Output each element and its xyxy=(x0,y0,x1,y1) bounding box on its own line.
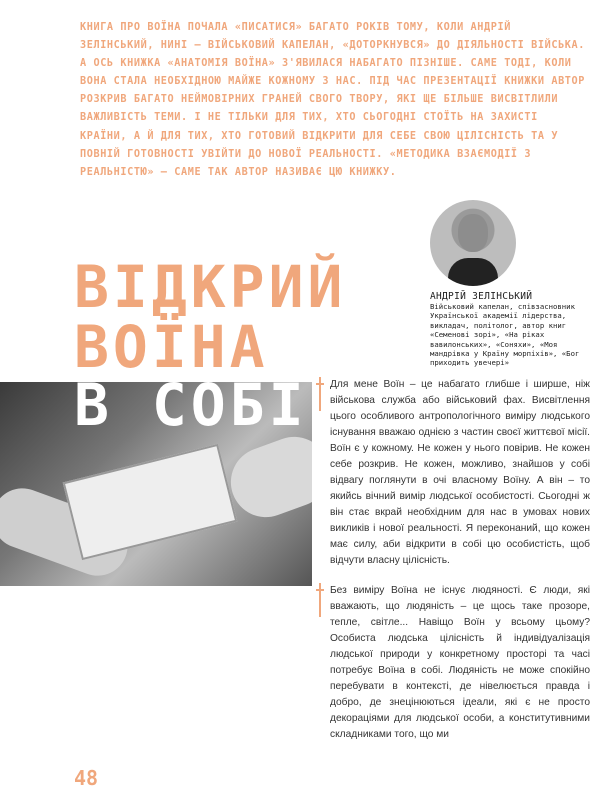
author-bio: Військовий капелан, співзасновник Української академії лідерства, викладач, політолог, автор книг «Семенові зорі», «На ріках вавилонських», «Соняхи», «Моя мандрівка у Країну морпіхів», «Бог приходить увечері» xyxy=(430,302,580,368)
author-name: АНДРІЙ ЗЕЛІНСЬКИЙ xyxy=(430,291,533,302)
headline-line-2: ВОЇНА xyxy=(74,313,269,381)
paragraph-marker xyxy=(319,377,321,411)
body-paragraph-1: Для мене Воїн – це набагато глибше і ширше, ніж військова служба або військовий фах. Висвітлення цього особливого антропологічного виміру людського існування вважаю однією з частин своєї життєвої місії. Воїн є у кожному. Не кожен у нього повірив. Не кожен себе розкрив. Не кожен, можливо, знайшов у собі відвагу поглянути в очі власному Воїну. А він – то якийсь вічний вимір людської особистості. Сьогодні ж він стає вкрай необхідним для нас в умовах нових викликів і нової реальності. Я переконаний, що кожен має силу, аби відкрити в собі цю особистість, щоб відчути власну цілісність. xyxy=(330,379,590,566)
body-section-2 xyxy=(318,583,590,743)
intro-lead: КНИГА ПРО ВОЇНА ПОЧАЛА «ПИСАТИСЯ» БАГАТО РОКІВ ТОМУ, КОЛИ АНДРІЙ ЗЕЛІНСЬКИЙ, НИНІ – ВІЙСЬКОВИЙ КАПЕЛАН, «ДОТОРКНУВСЯ» ДО ДІЯЛЬНОСТІ ВІЙСЬКА. А ОСЬ КНИЖКА «АНАТОМІЯ ВОЇНА» З'ЯВИЛАСЯ НАБАГАТО ПІЗНІШЕ. САМЕ ТОДІ, КОЛИ ВОНА СТАЛА НЕОБХІДНОЮ МАЙЖЕ КОЖНОМУ З НАС. ПІД ЧАС ПРЕЗЕНТАЦІЇ КНИЖКИ АВТОР РОЗКРИВ БАГАТО НЕЙМОВІРНИХ ГРАНЕЙ СВОГО ТВОРУ, ЯКІ ЩЕ БІЛЬШЕ ВИСВІТЛИЛИ ВАЖЛИВІСТЬ ТЕМИ. І НЕ ТІЛЬКИ ДЛЯ ТИХ, ХТО СЬОГОДНІ СТОЇТЬ НА ЗАХИСТІ КРАЇНИ, А Й ДЛЯ ТИХ, ХТО ГОТОВИЙ ВІДКРИТИ ДЛЯ СЕБЕ СВОЮ ЦІЛІСНІСТЬ ТА У ПОВНІЙ ГОТОВНОСТІ УВІЙТИ ДО НОВОЇ РЕАЛЬНОСТІ. «МЕТОДИКА ВЗАЄМОДІЇ З РЕАЛЬНІСТЮ» – САМЕ ТАК АВТОР НАЗИВАЄ ЦЮ КНИЖКУ. xyxy=(80,22,586,178)
headline-line-3: В СОБІ xyxy=(74,371,308,439)
body-columns xyxy=(318,377,590,743)
body-section-1 xyxy=(318,377,590,569)
body-paragraph-2: Без виміру Воїна не існує людяності. Є люди, які вважають, що людяність – це щось таке прозоре, тепле, світле... Навіщо Воїн у всьому цьому? Особиста людська цілісність й індивідуалізація людської природи у конкретному просторі та часі потребує Воїна в собі. Людяність не може спокійно перебувати в контексті, де нівелюється правда і добро, де знецінюються ідеали, які є не просто декораціями для людської особи, а конститутивними складниками того, що ми xyxy=(330,585,590,740)
author-portrait xyxy=(430,200,516,286)
page-number: 48 xyxy=(74,766,99,790)
author-caption xyxy=(430,291,598,368)
headline-line-1: ВІДКРИЙ xyxy=(74,253,347,321)
paragraph-marker xyxy=(319,583,321,617)
